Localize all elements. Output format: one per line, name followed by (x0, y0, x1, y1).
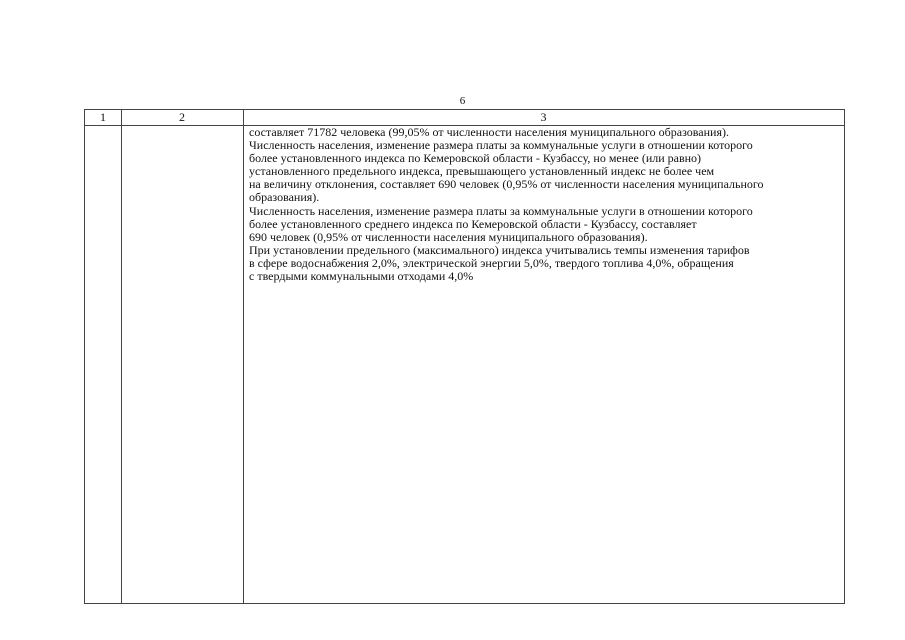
text-line: составляет 71782 человека (99,05% от численности населения муниципального образования). (249, 125, 729, 139)
text-line: более установленного среднего индекса по Кемеровской области - Кузбассу, составляет (249, 216, 697, 231)
header-col-1: 1 (100, 110, 106, 124)
text-line: установленного предельного индекса, превышающего установленный индекс не более чем (249, 164, 715, 179)
text-line: более установленного индекса по Кемеровской области - Кузбассу, но менее (или равно) (249, 151, 702, 166)
column-3-text (249, 126, 764, 283)
text-line: с твердыми коммунальными отходами 4,0% (249, 269, 474, 284)
text-line: на величину отклонения, составляет 690 человек (0,95% от численности населения муниципального (249, 177, 764, 192)
header-col-2: 2 (179, 110, 185, 124)
column-divider (243, 110, 244, 603)
page-number: 6 (459, 95, 466, 107)
document-table (84, 109, 845, 604)
text-line: 690 человек (0,95% от численности населения муниципального образования). (249, 229, 648, 244)
text-line: в сфере водоснабжения 2,0%, электрической энергии 5,0%, твердого топлива 4,0%, обращения (249, 255, 734, 270)
column-divider (121, 110, 122, 603)
text-line: При установлении предельного (максимального) индекса учитывались темпы изменения тарифов (249, 242, 750, 257)
header-col-3: 3 (540, 110, 547, 124)
text-line: Численность населения, изменение размера платы за коммунальные услуги в отношении которого (249, 138, 753, 153)
text-line: Численность населения, изменение размера платы за коммунальные услуги в отношении которого (249, 203, 753, 218)
text-line: образования). (249, 190, 320, 205)
